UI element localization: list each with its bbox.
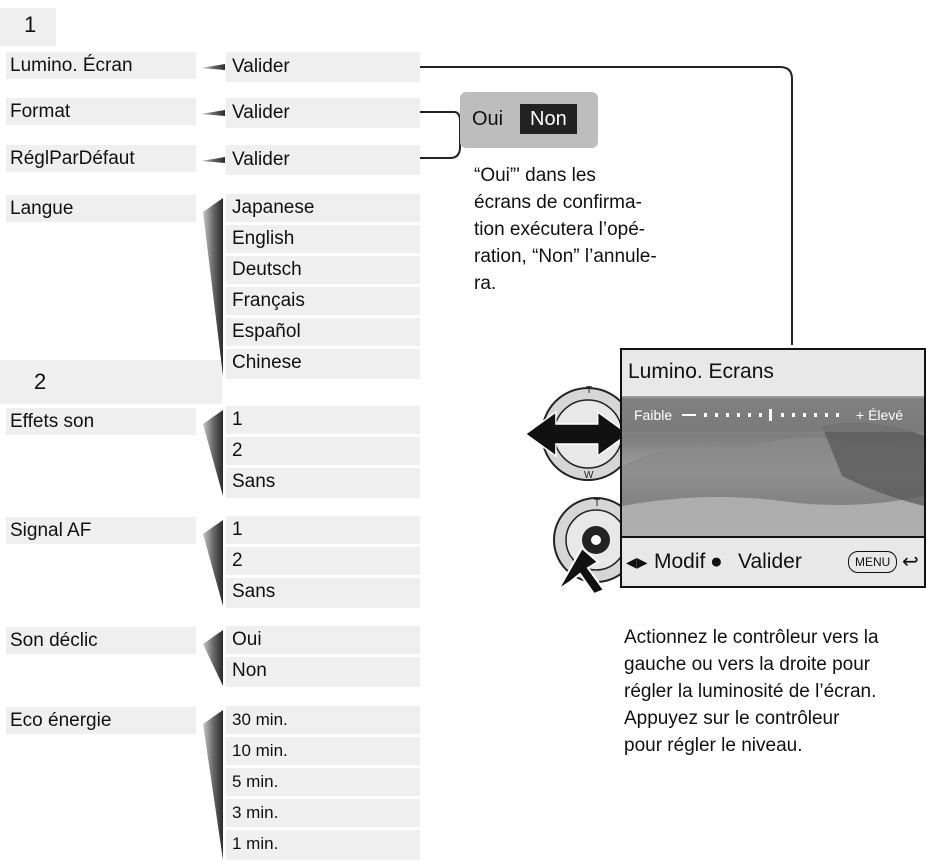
option-sound-1[interactable]: 1 — [226, 406, 420, 436]
controller-text-line: pour régler le niveau. — [624, 735, 803, 756]
brightness-scale-dot — [781, 413, 784, 417]
option-sound-none[interactable]: Sans — [226, 468, 420, 498]
lcd-footer — [622, 538, 924, 586]
branch-wedge-af — [203, 520, 223, 606]
menu-label-language: Langue — [6, 195, 196, 222]
controller-explanation — [624, 624, 934, 759]
section-1-tab — [0, 8, 56, 46]
confirm-text-line: ration, “Non” l’annule- — [474, 246, 657, 267]
option-af-2[interactable]: 2 — [226, 547, 420, 577]
option-language-chinese[interactable]: Chinese — [226, 349, 420, 379]
option-af-1[interactable]: 1 — [226, 516, 420, 546]
menu-button-icon — [848, 551, 897, 573]
option-power-3[interactable]: 3 min. — [226, 799, 420, 829]
lcd-low-label: Faible — [634, 407, 673, 423]
option-power-5[interactable]: 5 min. — [226, 768, 420, 798]
center-dot-icon: ● — [710, 550, 723, 573]
menu-label-format: Format — [6, 98, 196, 125]
option-reset-validate[interactable]: Valider — [226, 145, 420, 175]
controller-text-line: Appuyez sur le contrôleur — [624, 708, 840, 729]
menu-label-brightness: Lumino. Écran — [6, 52, 196, 79]
lcd-modify-label: Modif — [654, 550, 706, 573]
confirm-no-option[interactable]: Non — [520, 104, 577, 134]
branch-arrow-format — [201, 110, 225, 116]
branch-arrow-brightness — [201, 64, 225, 70]
option-language-deutsch[interactable]: Deutsch — [226, 256, 420, 286]
option-shutter-no[interactable]: Non — [226, 657, 420, 687]
section-2-tab — [0, 360, 222, 404]
controller-text-line: gauche ou vers la droite pour — [624, 654, 871, 675]
lcd-validate-label: Valider — [738, 550, 802, 573]
option-af-none[interactable]: Sans — [226, 578, 420, 608]
brightness-scale-dot — [748, 413, 751, 417]
option-shutter-yes[interactable]: Oui — [226, 626, 420, 656]
option-power-1[interactable]: 1 min. — [226, 830, 420, 860]
option-brightness-validate[interactable]: Valider — [226, 52, 420, 82]
menu-label-power-save: Eco énergie — [6, 707, 196, 734]
brightness-scale-dot — [814, 413, 817, 417]
controller-left-right-icon — [526, 385, 635, 481]
option-language-francais[interactable]: Français — [226, 287, 420, 317]
brightness-scale-dot — [704, 413, 707, 417]
section-2-number: 2 — [34, 369, 47, 394]
option-format-validate[interactable]: Valider — [226, 98, 420, 128]
controller-text-line: régler la luminosité de l’écran. — [624, 681, 877, 702]
branch-wedge-language — [203, 198, 223, 376]
menu-button-label: MENU — [855, 555, 891, 569]
option-sound-2[interactable]: 2 — [226, 437, 420, 467]
lcd-high-label: + Élevé — [856, 407, 904, 423]
brightness-scale-dot — [726, 413, 729, 417]
svg-text:T: T — [586, 385, 593, 396]
brightness-level-marker — [769, 409, 772, 421]
lcd-brightness-scale — [622, 398, 924, 432]
svg-text:T: T — [594, 498, 601, 509]
confirm-text-line: écrans de confirma- — [474, 192, 642, 213]
confirm-explanation — [474, 162, 734, 297]
left-right-arrows-icon: ◀▶ — [626, 554, 648, 570]
lcd-title-bar — [622, 350, 924, 396]
menu-label-af-signal: Signal AF — [6, 517, 196, 544]
brightness-scale-dot — [792, 413, 795, 417]
option-language-english[interactable]: English — [226, 225, 420, 255]
confirm-text-line: “Oui”' dans les — [474, 165, 596, 186]
menu-label-sound-effects: Effets son — [6, 408, 196, 435]
option-language-japanese[interactable]: Japanese — [226, 194, 420, 224]
controller-text-line: Actionnez le contrôleur vers la — [624, 627, 879, 648]
brightness-scale-dot — [803, 413, 806, 417]
menu-label-shutter-sound: Son déclic — [6, 627, 196, 654]
lcd-title: Lumino. Ecrans — [628, 360, 774, 383]
option-language-espanol[interactable]: Español — [226, 318, 420, 348]
back-arrow-icon: ↩ — [902, 551, 919, 573]
brightness-scale-dot — [825, 413, 828, 417]
confirm-text-line: tion exécutera l’opé- — [474, 219, 646, 240]
brightness-scale-dot — [715, 413, 718, 417]
confirm-yes-option[interactable]: Oui — [472, 108, 504, 130]
lcd-screen — [620, 348, 926, 588]
controller-illustrations — [524, 376, 634, 596]
option-power-10[interactable]: 10 min. — [226, 737, 420, 767]
branch-wedge-sound — [203, 410, 223, 496]
branch-arrow-reset — [201, 157, 225, 163]
svg-text:W: W — [584, 470, 594, 481]
branch-wedge-shutter — [203, 630, 223, 686]
menu-tree-connectors — [195, 50, 229, 862]
brightness-scale-dot — [737, 413, 740, 417]
confirm-text-line: ra. — [474, 273, 497, 294]
brightness-scale-dot — [759, 413, 762, 417]
section-1-number: 1 — [24, 12, 37, 37]
menu-label-reset: RéglParDéfaut — [6, 145, 196, 172]
confirm-dialog — [460, 92, 598, 148]
option-power-30[interactable]: 30 min. — [226, 706, 420, 736]
branch-wedge-power — [203, 710, 223, 860]
brightness-scale-dot — [836, 413, 839, 417]
brightness-slider[interactable] — [682, 408, 852, 422]
